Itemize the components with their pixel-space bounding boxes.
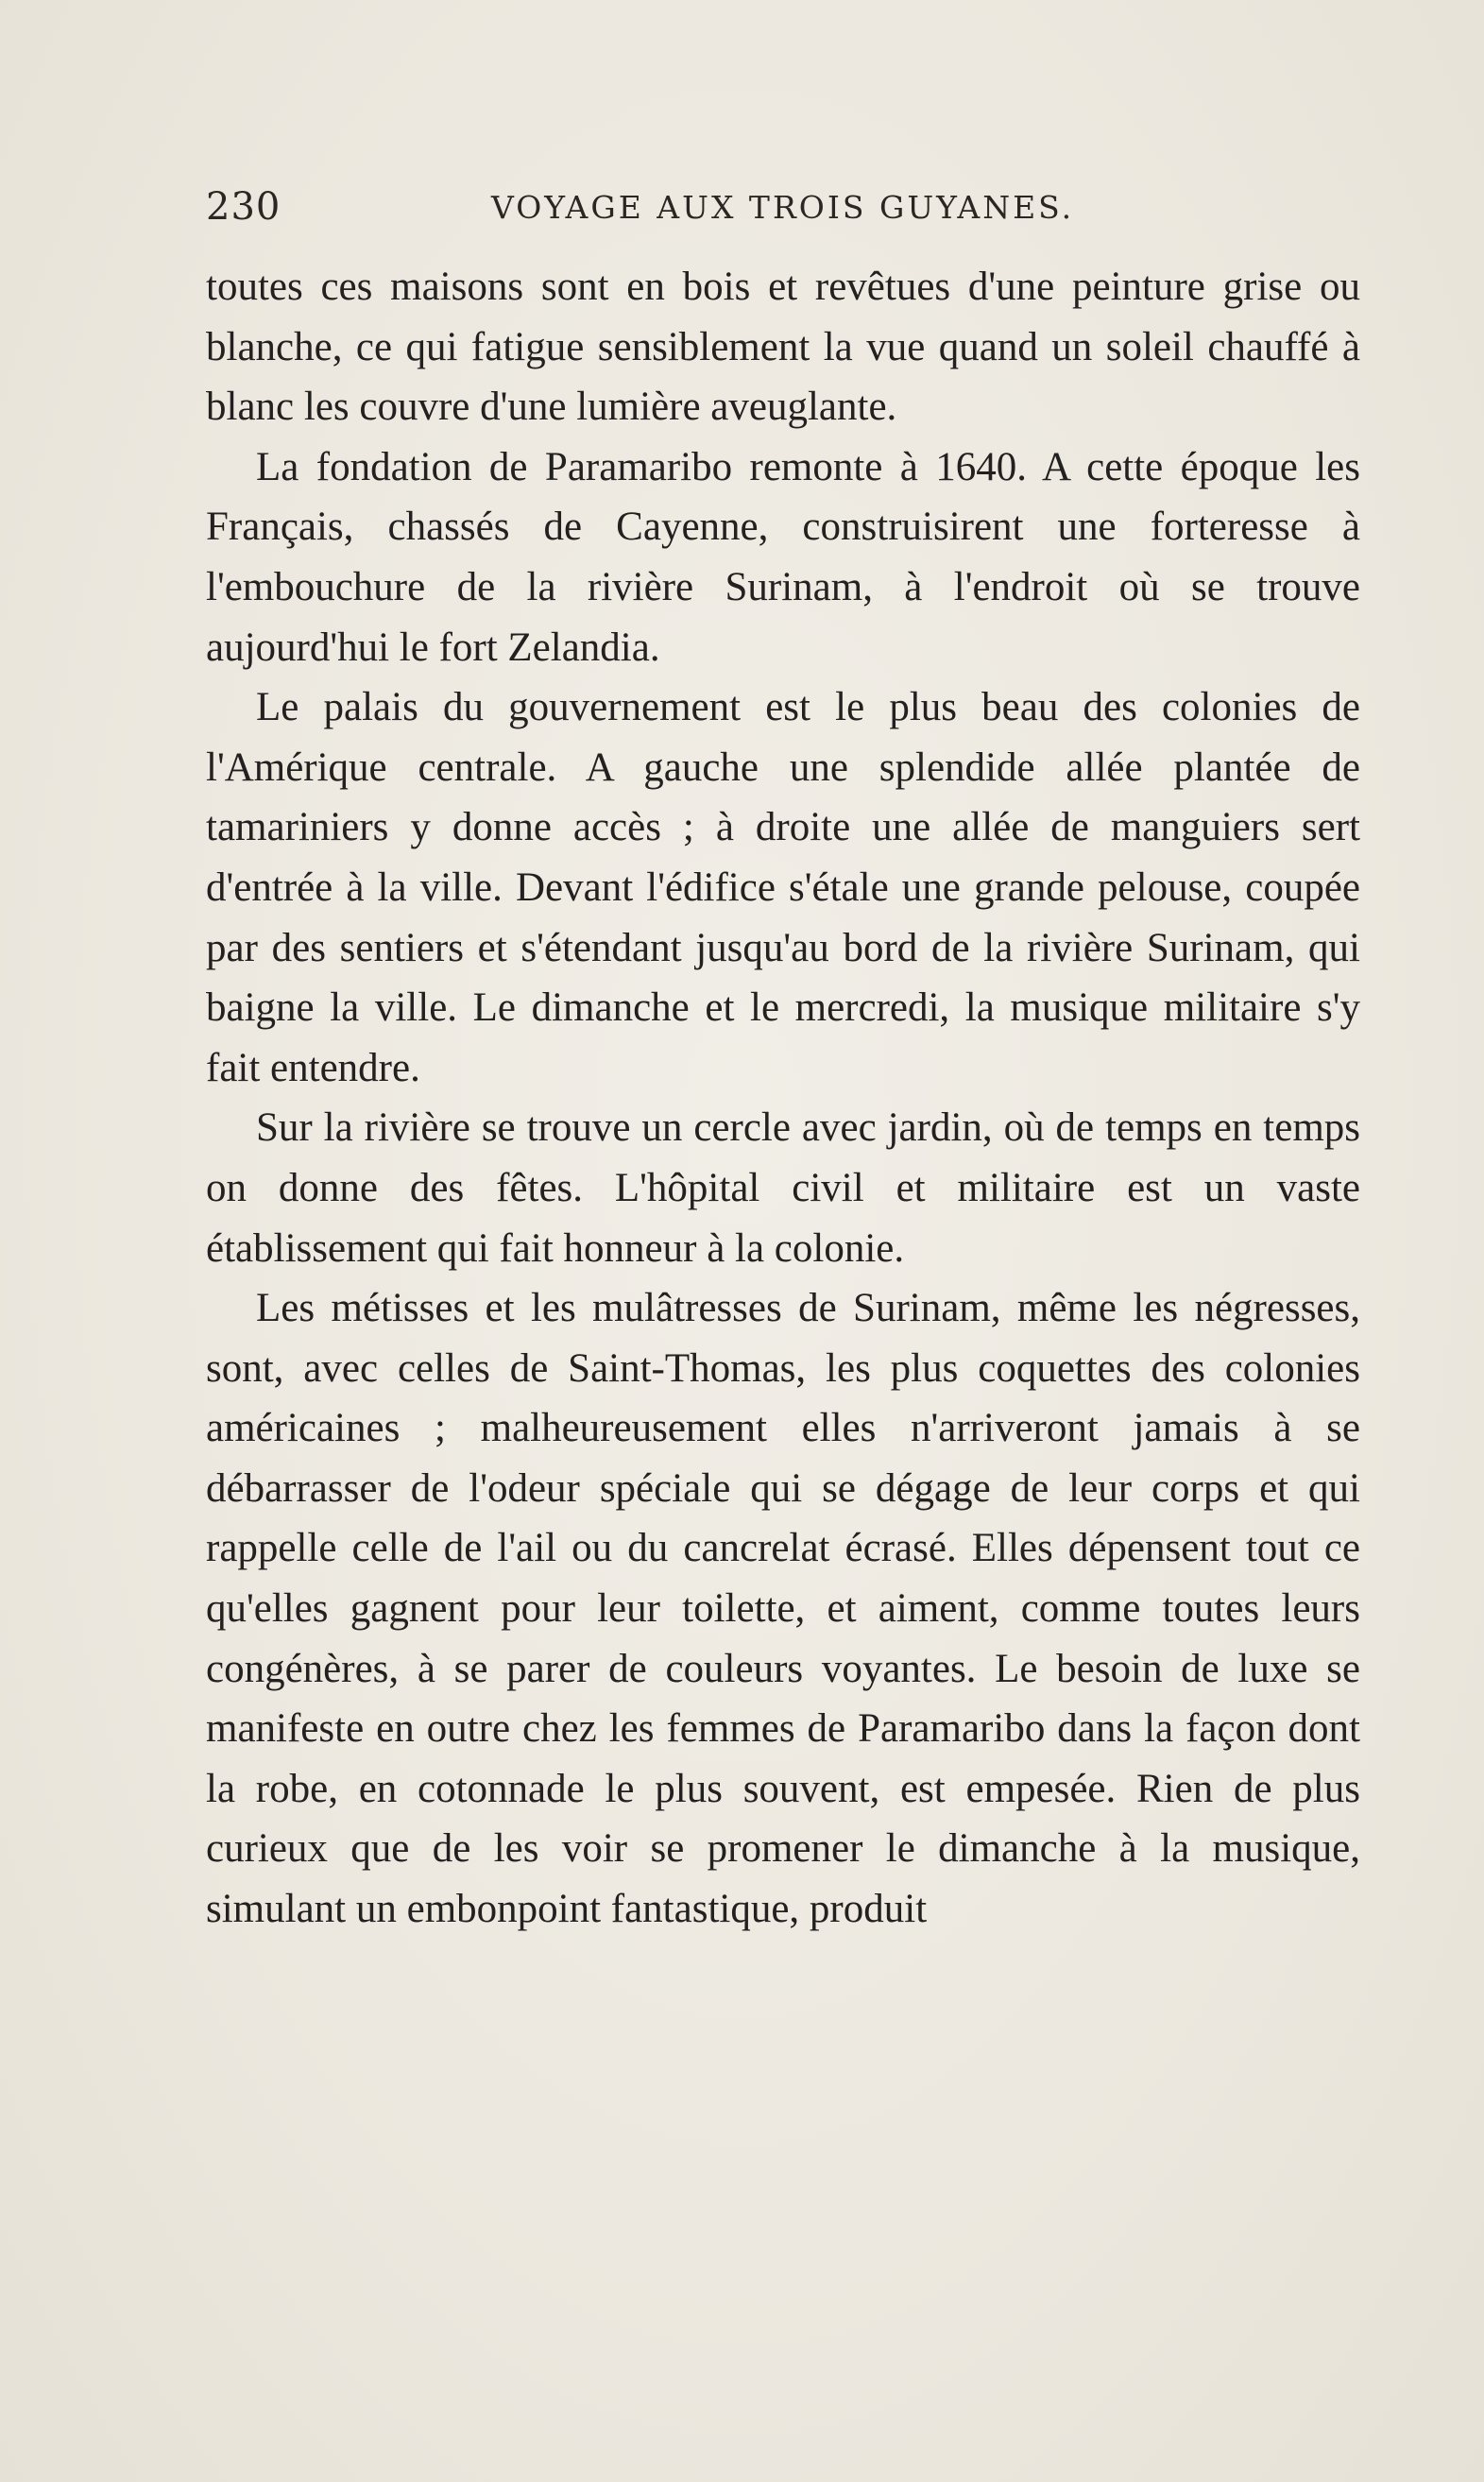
- paragraph: Les métisses et les mulâtresses de Surinam, même les négresses, sont, avec celles de Saint-Thomas, les plus coquettes des colonies américaines ; malheureusement elles n'arriveront jamais à se débarrasser de l'odeur spéciale qui se dégage de leur corps et qui rappelle celle de l'ail ou du cancrelat écrasé. Elles dépensent tout ce qu'elles gagnent pour leur toilette, et aiment, comme toutes leurs congénères, à se parer de couleurs voyantes. Le besoin de luxe se manifeste en outre chez les femmes de Paramaribo dans la façon dont la robe, en cotonnade le plus souvent, est empesée. Rien de plus curieux que de les voir se promener le dimanche à la musique, simulant un embonpoint fantastique, produit: [206, 1286, 1360, 1932]
- running-title: VOYAGE AUX TROIS GUYANES.: [491, 189, 1075, 226]
- paragraph: La fondation de Paramaribo remonte à 1640. A cette époque les Français, chassés de Cayenne, construisirent une forteresse à l'embouchure de la rivière Surinam, à l'endroit où se trouve aujourd'hui le fort Zelandia.: [206, 444, 1360, 670]
- body-text: [206, 257, 1360, 1940]
- page-number: 230: [206, 185, 281, 229]
- paragraph: toutes ces maisons sont en bois et revêtues d'une peinture grise ou blanche, ce qui fatigue sensiblement la vue quand un soleil chauffé à blanc les couvre d'une lumière aveuglante.: [206, 265, 1360, 430]
- paragraph: Sur la rivière se trouve un cercle avec jardin, où de temps en temps on donne des fêtes. L'hôpital civil et militaire est un vaste établissement qui fait honneur à la colonie.: [206, 1105, 1360, 1271]
- paragraph: Le palais du gouvernement est le plus beau des colonies de l'Amérique centrale. A gauche une splendide allée plantée de tamariniers y donne accès ; à droite une allée de manguiers sert d'entrée à la ville. Devant l'édifice s'étale une grande pelouse, coupée par des sentiers et s'étendant jusqu'au bord de la rivière Surinam, qui baigne la ville. Le dimanche et le mercredi, la musique militaire s'y fait entendre.: [206, 685, 1360, 1090]
- running-head: [206, 185, 1360, 242]
